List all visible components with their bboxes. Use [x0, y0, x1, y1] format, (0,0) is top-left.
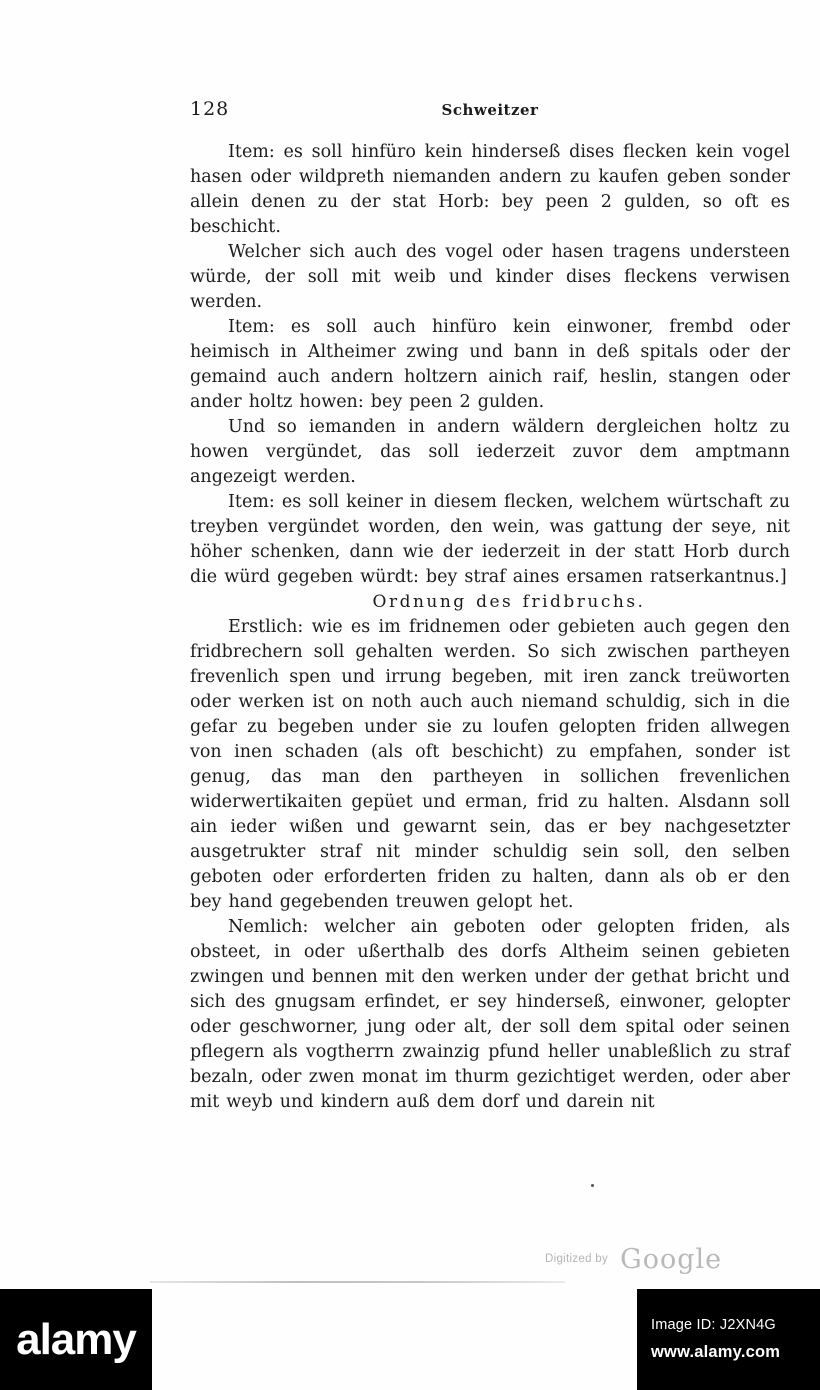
alamy-website-url: www.alamy.com [651, 1343, 781, 1361]
page-head [190, 98, 790, 124]
paragraph: Erstlich: wie es im fridnemen oder gebieten auch gegen den fridbrechern soll gehalten werden. So sich zwischen partheyen frevenlich spen und irrung begeben, mit iren zanck treüworten oder werken ist on noth auch auch niemand schuldig, sich in die gefar zu begeben under sie zu loufen gelopten friden allwegen von inen schaden (als oft beschicht) zu empfahen, sonder ist genug, das man den partheyen in sollichen frevenlichen widerwertikaiten gepüet und erman, frid zu halten. Alsdann soll ain ieder wißen und gewarnt sein, das er bey nachgesetzter ausgetrukter straf nit minder schuldig sein soll, den selben geboten oder erforderten friden zu halten, dann als ob er den bey hand gegebenden treuwen gelopt het. [190, 617, 790, 912]
text-column [190, 140, 790, 1115]
paragraph: Nemlich: welcher ain geboten oder gelopten friden, als obsteet, in oder ußerthalb des dorfs Altheim seinen gebieten zwingen und bennen mit den werken under der gethat bricht und sich des gnugsam erfindet, er sey hinderseß, einwoner, gelopter oder geschworner, jung oder alt, der soll dem spital oder seinen pflegern als vogtherrn zwainzig pfund heller unableßlich zu straf bezaln, oder zwen monat im thurm gezichtiget werden, oder aber mit weyb und kindern auß dem dorf und darein nit [190, 917, 790, 1112]
paragraph: Item: es soll hinfüro kein hinderseß dises flecken kein vogel hasen oder wildpreth niemanden andern zu kaufen geben sonder allein denen zu der stat Horb: bey peen 2 gulden, so oft es beschicht. [190, 142, 790, 237]
paragraph: Item: es soll auch hinfüro kein einwoner, frembd oder heimisch in Altheimer zwing und bann in deß spitals oder der gemaind auch andern holtzern ainich raif, heslin, stangen oder ander holtz howen: bey peen 2 gulden. [190, 317, 790, 412]
paragraph: Welcher sich auch des vogel oder hasen tragens understeen würde, der soll mit weib und kinder dises fleckens verwisen werden. [190, 242, 790, 312]
scan-speck-artifact [591, 1184, 594, 1187]
google-logo: Google [620, 1244, 723, 1275]
alamy-logo-box [0, 1289, 152, 1390]
digitized-by-text: Digitized by [545, 1253, 609, 1265]
image-id-label: Image ID: J2XN4G [651, 1317, 776, 1333]
scan-line-artifact [150, 1281, 565, 1283]
alamy-info-box [637, 1289, 820, 1390]
running-header: Schweitzer [441, 101, 539, 119]
page-number: 128 [190, 98, 230, 120]
paragraph: Und so iemanden in andern wäldern dergleichen holtz zu howen vergündet, das soll iederzeit zuvor dem amptmann angezeigt werden. [190, 417, 790, 487]
paragraph: Item: es soll keiner in diesem flecken, welchem würtschaft zu treyben vergündet worden, den wein, was gattung der seye, nit höher schenken, dann wie der iederzeit in der statt Horb durch die würd gegeben würdt: bey straf aines ersamen ratserkantnus.] [190, 492, 790, 587]
section-heading: Ordnung des fridbruchs. [372, 592, 646, 612]
digitized-by-watermark [545, 1244, 722, 1275]
alamy-logo: alamy [16, 1314, 136, 1364]
